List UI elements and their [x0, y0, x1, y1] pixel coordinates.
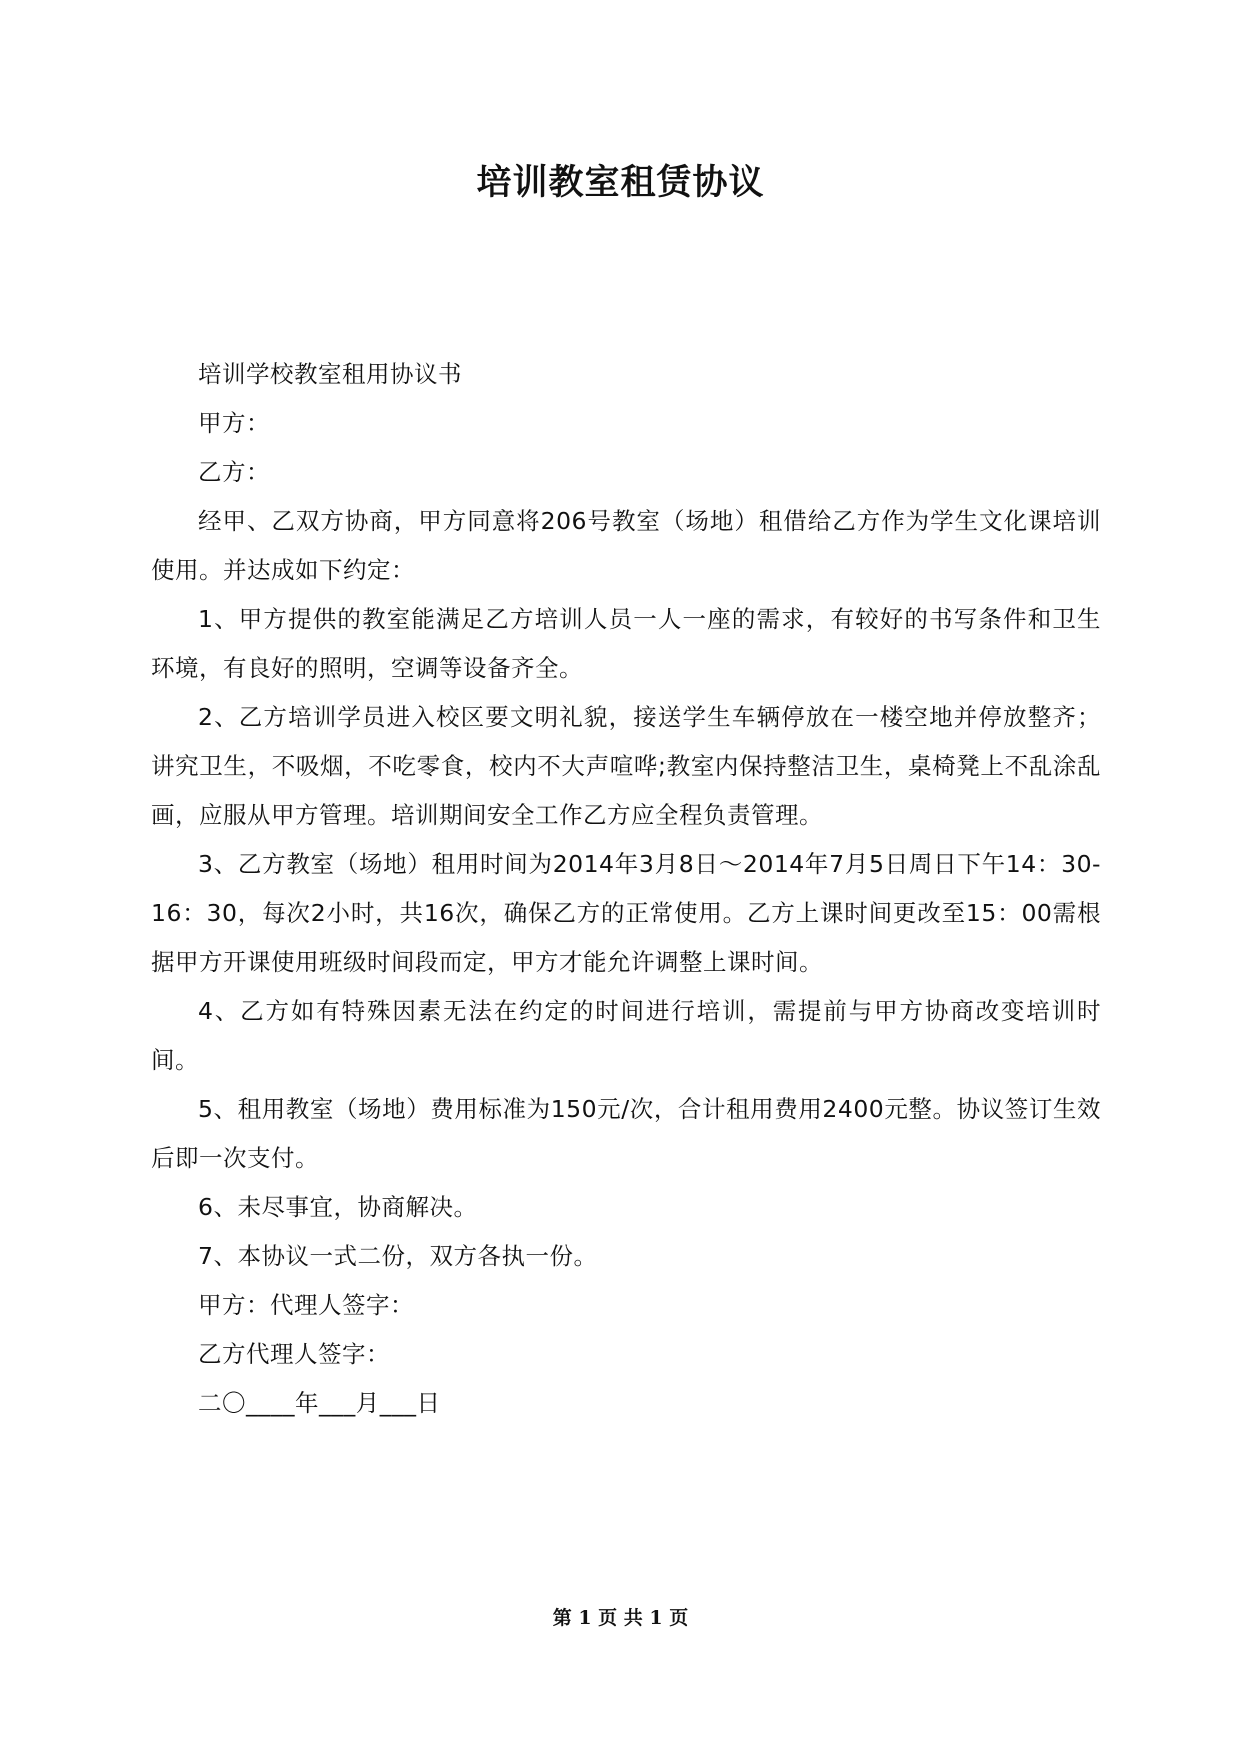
- clause-6: 6、未尽事宜，协商解决。: [198, 1193, 478, 1221]
- party-b-signature-line: 乙方代理人签字：: [198, 1340, 390, 1368]
- date-line: 二〇____年___月___日: [198, 1389, 441, 1417]
- party-a-signature-line: 甲方：代理人签字：: [198, 1291, 414, 1319]
- document-title: 培训教室租赁协议: [476, 162, 765, 203]
- clause-5: 5、租用教室（场地）费用标准为150元/次，合计租用费用2400元整。协议签订生效后即一次支付。: [151, 1095, 1101, 1172]
- clause-1: 1、甲方提供的教室能满足乙方培训人员一人一座的需求，有较好的书写条件和卫生环境，有良好的照明，空调等设备齐全。: [151, 605, 1101, 682]
- party-b-line: 乙方：: [198, 458, 270, 486]
- document-body: [151, 350, 1101, 1428]
- page-footer: 第 1 页 共 1 页: [552, 1607, 689, 1629]
- agreement-heading: 培训学校教室租用协议书: [198, 360, 462, 388]
- party-a-line: 甲方：: [198, 409, 270, 437]
- clause-7: 7、本协议一式二份，双方各执一份。: [198, 1242, 598, 1270]
- clause-2: 2、乙方培训学员进入校区要文明礼貌，接送学生车辆停放在一楼空地并停放整齐；讲究卫生，不吸烟，不吃零食，校内不大声喧哗;教室内保持整洁卫生，桌椅凳上不乱涂乱画，应服从甲方管理。培训期间安全工作乙方应全程负责管理。: [151, 703, 1101, 829]
- clause-4: 4、乙方如有特殊因素无法在约定的时间进行培训，需提前与甲方协商改变培训时间。: [151, 997, 1101, 1074]
- clause-3: 3、乙方教室（场地）租用时间为2014年3月8日～2014年7月5日周日下午14：30-16：30，每次2小时，共16次，确保乙方的正常使用。乙方上课时间更改至15：00需根据甲方开课使用班级时间段而定，甲方才能允许调整上课时间。: [151, 850, 1101, 976]
- preamble-paragraph: 经甲、乙双方协商，甲方同意将206号教室（场地）租借给乙方作为学生文化课培训使用。并达成如下约定：: [151, 507, 1101, 584]
